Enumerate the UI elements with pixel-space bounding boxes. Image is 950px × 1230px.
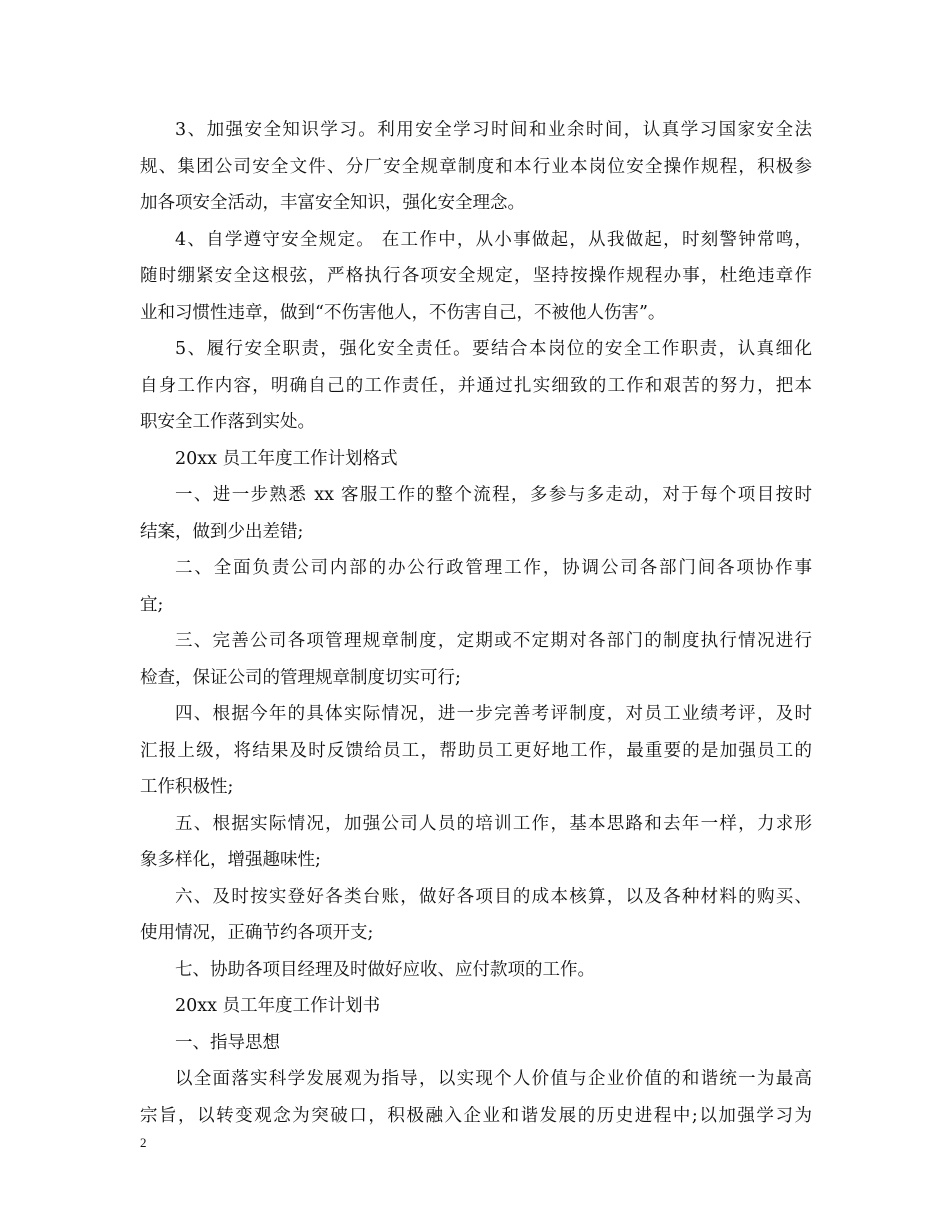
guiding-paragraph-line-1: 以全面落实科学发展观为指导，以实现个人价值与企业价值的和谐统一为最高 [175, 1069, 812, 1089]
paragraph-5-line-1: 5、履行安全职责，强化安全责任。要结合本岗位的安全工作职责，认真细化 [175, 339, 812, 359]
item-1-line-2: 结案，做到少出差错; [140, 521, 304, 542]
item-5-line-2: 象多样化，增强趣味性; [140, 850, 321, 870]
paragraph-4-line-1: 4、自学遵守安全规定。 在工作中，从小事做起，从我做起，时刻警钟常鸣， [175, 229, 812, 250]
paragraph-3-line-2: 规、集团公司安全文件、分厂安全规章制度和本行业本岗位安全操作规程，积极参 [140, 156, 812, 177]
document-body [140, 112, 812, 1134]
paragraph-4-line-3: 业和习惯性违章，做到“不伤害他人，不伤害自己，不被他人伤害”。 [140, 302, 666, 323]
section-heading-format: 20xx 员工年度工作计划格式 [175, 448, 398, 469]
item-3-line-1: 三、完善公司各项管理规章制度，定期或不定期对各部门的制度执行情况进行 [175, 631, 812, 651]
item-1-line-1: 一、进一步熟悉 xx 客服工作的整个流程，多参与多走动，对于每个项目按时 [175, 485, 812, 505]
subheading-guiding-idea: 一、指导思想 [175, 1032, 280, 1053]
paragraph-3-line-3: 加各项安全活动，丰富安全知识，强化安全理念。 [140, 193, 525, 213]
item-3-line-2: 检查，保证公司的管理规章制度切实可行; [140, 667, 461, 688]
item-6-line-2: 使用情况，正确节约各项开支; [140, 923, 374, 943]
item-2-line-2: 宜; [140, 594, 164, 615]
paragraph-5-line-3: 职安全工作落到实处。 [140, 412, 315, 432]
item-4-line-2: 汇报上级，将结果及时反馈给员工，帮助员工更好地工作，最重要的是加强员工的 [140, 740, 812, 761]
item-7-line-1: 七、协助各项目经理及时做好应收、应付款项的工作。 [175, 959, 595, 980]
item-2-line-1: 二、全面负责公司内部的办公行政管理工作，协调公司各部门间各项协作事 [175, 558, 812, 578]
guiding-paragraph-line-2: 宗旨，以转变观念为突破口，积极融入企业和谐发展的历史进程中;以加强学习为 [140, 1105, 812, 1126]
paragraph-3-line-1: 3、加强安全知识学习。利用安全学习时间和业余时间，认真学习国家安全法 [175, 120, 812, 140]
item-5-line-1: 五、根据实际情况，加强公司人员的培训工作，基本思路和去年一样，力求形 [175, 813, 812, 834]
item-6-line-1: 六、及时按实登好各类台账，做好各项目的成本核算，以及各种材料的购买、 [175, 886, 812, 907]
page-number: 2 [140, 1135, 147, 1150]
item-4-line-1: 四、根据今年的具体实际情况，进一步完善考评制度，对员工业绩考评，及时 [175, 704, 812, 724]
item-4-line-3: 工作积极性; [140, 777, 234, 797]
section-heading-plan: 20xx 员工年度工作计划书 [175, 996, 381, 1016]
paragraph-5-line-2: 自身工作内容，明确自己的工作责任，并通过扎实细致的工作和艰苦的努力，把本 [140, 375, 812, 396]
paragraph-4-line-2: 随时绷紧安全这根弦，严格执行各项安全规定，坚持按操作规程办事，杜绝违章作 [140, 266, 812, 286]
